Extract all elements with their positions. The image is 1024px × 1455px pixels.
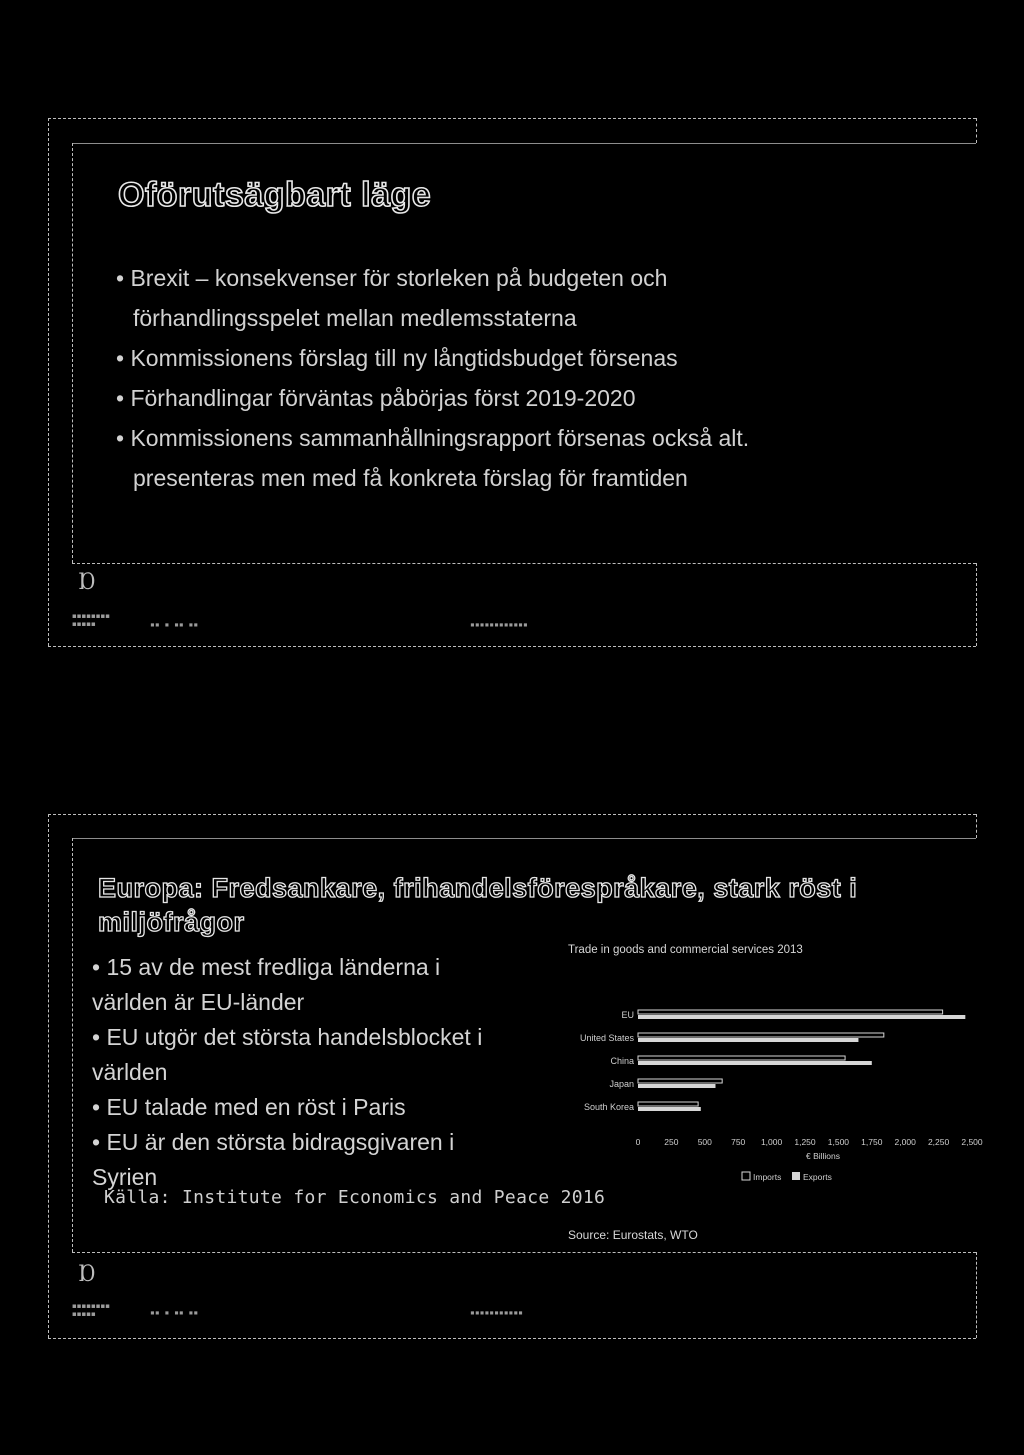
legend-swatch-exports	[792, 1172, 800, 1180]
slide-1-right-bottom-border	[976, 563, 977, 646]
legend-label-imports: Imports	[753, 1172, 782, 1182]
slide-2-inner-top-border	[72, 838, 976, 839]
category-label: Japan	[609, 1079, 634, 1089]
slide-2-right-top-border	[976, 814, 977, 838]
category-label: United States	[579, 1033, 634, 1043]
bullet-item	[92, 950, 572, 985]
chart-source: Source: Eurostats, WTO	[568, 1228, 698, 1242]
bar-exports	[638, 1107, 701, 1111]
x-tick-label: 0	[635, 1137, 641, 1147]
bullet-item	[92, 1020, 572, 1055]
slide-2-inner-left-border	[72, 838, 73, 1252]
bullet-text: presenteras men med få konkreta förslag för framtiden	[133, 465, 688, 491]
bullet-text: världen	[92, 1059, 168, 1085]
category-label: China	[610, 1056, 634, 1066]
slide-2-footer-divider	[72, 1252, 976, 1253]
bar-exports	[638, 1038, 858, 1042]
category-label: EU	[621, 1010, 634, 1020]
bullet-icon: •	[92, 1094, 107, 1120]
slide-1-footer-divider	[72, 563, 976, 564]
x-tick-label: 500	[697, 1137, 712, 1147]
x-tick-label: 2,000	[894, 1137, 916, 1147]
bullet-text: 15 av de mest fredliga länderna i	[106, 954, 441, 980]
bar-exports	[638, 1084, 715, 1088]
bullet-text: EU utgör det största handelsblocket i	[106, 1024, 483, 1050]
bar-exports	[638, 1015, 965, 1019]
x-tick-label: 250	[664, 1137, 679, 1147]
bullet-icon: •	[116, 345, 131, 371]
bullet-icon: •	[92, 1129, 107, 1155]
slide-1-left-border	[48, 118, 49, 646]
bar-imports	[638, 1079, 722, 1083]
slide-2-source: Källa: Institute for Economics and Peace 2016	[104, 1187, 606, 1208]
x-tick-label: 1,250	[794, 1137, 816, 1147]
bullet-text: Syrien	[92, 1164, 158, 1190]
slide-1-top-border	[48, 118, 976, 119]
bullet-item	[116, 378, 836, 418]
chart-title: Trade in goods and commercial services 2013	[568, 944, 803, 956]
legend-label-exports: Exports	[803, 1172, 832, 1182]
bullet-item-continuation	[116, 298, 836, 338]
logo-icon: Ɒ	[78, 1262, 96, 1287]
x-tick-label: 2,250	[927, 1137, 950, 1147]
slide-1-inner-top-border	[72, 143, 976, 144]
x-tick-label: 1,000	[760, 1137, 783, 1147]
footer-left-text-icon: ▪▪ ▪ ▪▪ ▪▪	[150, 620, 199, 629]
bar-imports	[638, 1056, 845, 1060]
x-tick-label: 2,500	[961, 1137, 983, 1147]
bullet-item-continuation	[116, 458, 836, 498]
legend-swatch-imports	[742, 1172, 750, 1180]
bullet-item	[116, 418, 836, 458]
bullet-text: Brexit – konsekvenser för storleken på budgeten och	[130, 265, 668, 291]
slide-2-bullet-list	[92, 950, 572, 1195]
bullet-text: Kommissionens sammanhållningsrapport försenas också alt.	[130, 425, 750, 451]
bullet-text: förhandlingsspelet mellan medlemsstaterna	[133, 305, 577, 331]
x-tick-label: 1,750	[861, 1137, 883, 1147]
logo-caption-icon: ▪▪▪▪▪▪▪▪ ▪▪▪▪▪	[72, 612, 110, 628]
bullet-item	[116, 258, 836, 298]
bullet-text: världen är EU-länder	[92, 989, 305, 1015]
slide-1-bottom-border	[48, 646, 976, 647]
footer-center-text-icon: ▪▪▪▪▪▪▪▪▪▪▪	[470, 1308, 523, 1317]
footer-center-text-icon: ▪▪▪▪▪▪▪▪▪▪▪▪	[470, 620, 528, 629]
bullet-icon: •	[116, 425, 131, 451]
slide-1-title: Oförutsägbart läge	[118, 176, 432, 214]
bullet-icon: •	[92, 954, 107, 980]
logo-icon: Ɒ	[78, 570, 96, 595]
bullet-text: EU talade med en röst i Paris	[106, 1094, 406, 1120]
footer-left-text-icon: ▪▪ ▪ ▪▪ ▪▪	[150, 1308, 199, 1317]
bar-imports	[638, 1102, 698, 1106]
category-label: South Korea	[583, 1102, 634, 1112]
bullet-icon: •	[116, 265, 131, 291]
slide-1-bullet-list	[116, 258, 836, 498]
slide-1-inner-left-border	[72, 143, 73, 563]
bullet-text: Kommissionens förslag till ny långtidsbudget försenas	[130, 345, 678, 371]
bullet-text: EU är den största bidragsgivaren i	[106, 1129, 455, 1155]
bullet-item	[116, 338, 836, 378]
slide-2-left-border	[48, 814, 49, 1338]
bullet-item	[92, 1090, 572, 1125]
slide-2-title: Europa: Fredsankare, frihandelsförespråkare, stark röst i miljöfrågor	[98, 873, 858, 937]
bullet-icon: •	[92, 1024, 107, 1050]
bullet-item	[92, 1125, 572, 1160]
bullet-item-continuation	[92, 1055, 572, 1090]
bar-exports	[638, 1061, 872, 1065]
slide-2-bottom-border	[48, 1338, 976, 1339]
bullet-text: Förhandlingar förväntas påbörjas först 2019-2020	[130, 385, 636, 411]
bullet-icon: •	[116, 385, 131, 411]
logo-caption-icon: ▪▪▪▪▪▪▪▪ ▪▪▪▪▪	[72, 1302, 110, 1318]
bullet-item-continuation	[92, 985, 572, 1020]
slide-2-right-bottom-border	[976, 1252, 977, 1338]
x-axis-label: € Billions	[805, 1151, 841, 1161]
slide-2-top-border	[48, 814, 976, 815]
bar-imports	[638, 1010, 943, 1014]
slide-1-right-top-border	[976, 118, 977, 143]
x-tick-label: 1,500	[827, 1137, 850, 1147]
bar-imports	[638, 1033, 884, 1037]
x-tick-label: 750	[731, 1137, 746, 1147]
trade-bar-chart	[560, 990, 983, 1220]
